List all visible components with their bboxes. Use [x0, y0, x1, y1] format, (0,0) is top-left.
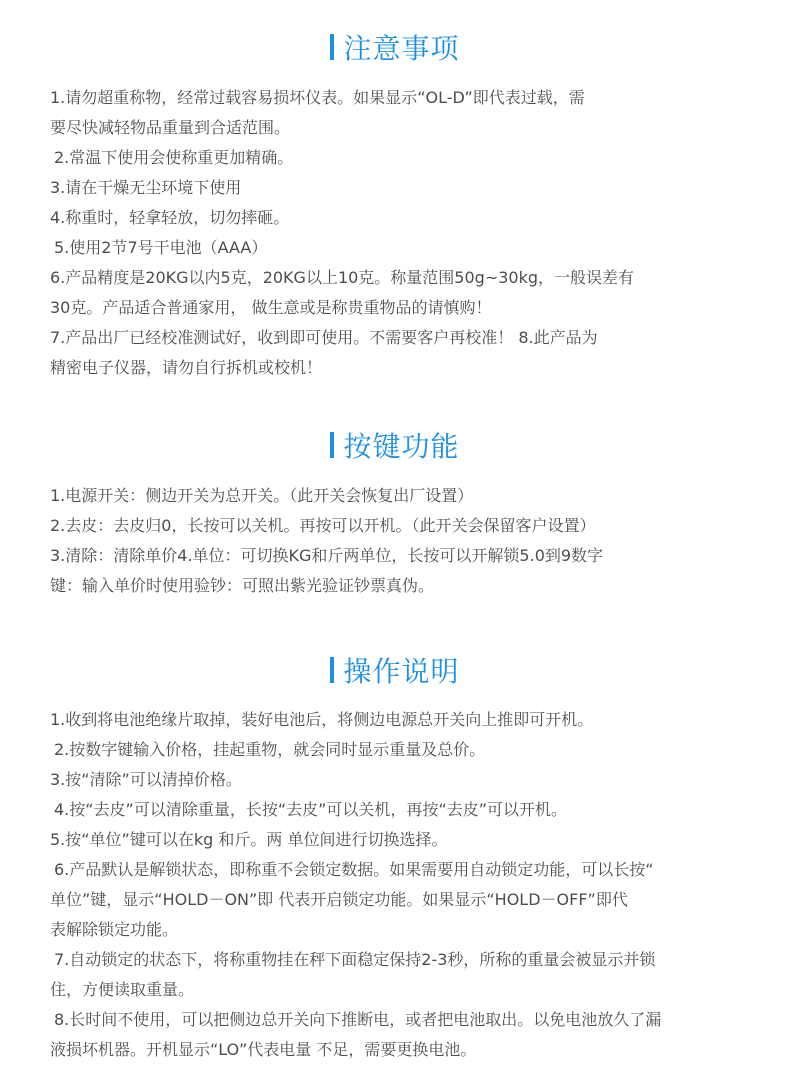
keys-line: 3.清除：清除单价4.单位：可切换KG和斤两单位，长按可以开解锁5.0到9数字	[50, 546, 604, 565]
notes-line: 30克。产品适合普通家用， 做生意或是称贵重物品的请慎购！	[50, 298, 492, 317]
section-title-text: 按键功能	[343, 430, 460, 463]
section-title-text: 注意事项	[343, 32, 460, 65]
operation-line: 5.按“单位”键可以在kg 和斤。两 单位间进行切换选择。	[50, 830, 448, 849]
operation-line: 3.按“清除”可以清掉价格。	[50, 770, 242, 789]
keys-line: 键：输入单价时使用验钞：可照出紫光验证钞票真伪。	[50, 576, 435, 595]
operation-line: 7.自动锁定的状态下，将称重物挂在秤下面稳定保持2-3秒，所称的重量会被显示并锁	[54, 950, 656, 969]
operation-line: 表解除锁定功能。	[50, 920, 179, 939]
notes-line: 5.使用2节7号干电池（AAA）	[54, 238, 268, 257]
title-bar-icon	[330, 432, 334, 458]
operation-line: 8.长时间不使用，可以把侧边总开关向下推断电，或者把电池取出。以免电池放久了漏	[54, 1010, 662, 1029]
operation-line: 1.收到将电池绝缘片取掉，装好电池后，将侧边电源总开关向上推即可开机。	[50, 710, 594, 729]
notes-line: 6.产品精度是20KG以内5克，20KG以上10克。称量范围50g~30kg，一般误差有	[50, 268, 635, 287]
section-title-text: 操作说明	[343, 655, 460, 688]
title-bar-icon	[330, 657, 334, 683]
notes-line: 1.请勿超重称物，经常过载容易损坏仪表。如果显示“OL-D”即代表过载，需	[50, 88, 585, 107]
section-title-notes	[0, 27, 790, 67]
notes-line: 3.请在干燥无尘环境下使用	[50, 178, 242, 197]
operation-line: 液损坏机器。开机显示“LO”代表电量 不足，需要更换电池。	[50, 1040, 477, 1059]
notes-line: 7.产品出厂已经校准测试好，收到即可使用。不需要客户再校准！ 8.此产品为	[50, 328, 598, 347]
section-title-operation	[0, 650, 790, 690]
notes-line: 4.称重时，轻拿轻放，切勿摔砸。	[50, 208, 290, 227]
operation-line: 住，方便读取重量。	[50, 980, 195, 999]
notes-line: 要尽快减轻物品重量到合适范围。	[50, 118, 291, 137]
notes-line: 2.常温下使用会使称重更加精确。	[54, 148, 294, 167]
notes-line: 精密电子仪器，请勿自行拆机或校机！	[50, 358, 323, 377]
section-title-keys	[0, 425, 790, 465]
keys-line: 2.去皮：去皮归0，长按可以关机。再按可以开机。（此开关会保留客户设置）	[50, 516, 596, 535]
operation-line: 2.按数字键输入价格，挂起重物，就会同时显示重量及总价。	[54, 740, 486, 759]
operation-line: 6.产品默认是解锁状态，即称重不会锁定数据。如果需要用自动锁定功能，可以长按“	[54, 860, 654, 879]
operation-line: 单位”键，显示“HOLD－ON”即 代表开启锁定功能。如果显示“HOLD－OFF”即代	[50, 890, 628, 909]
title-bar-icon	[330, 34, 334, 60]
operation-line: 4.按“去皮”可以清除重量，长按“去皮”可以关机，再按“去皮”可以开机。	[54, 800, 568, 819]
keys-line: 1.电源开关：侧边开关为总开关。（此开关会恢复出厂设置）	[50, 486, 474, 505]
